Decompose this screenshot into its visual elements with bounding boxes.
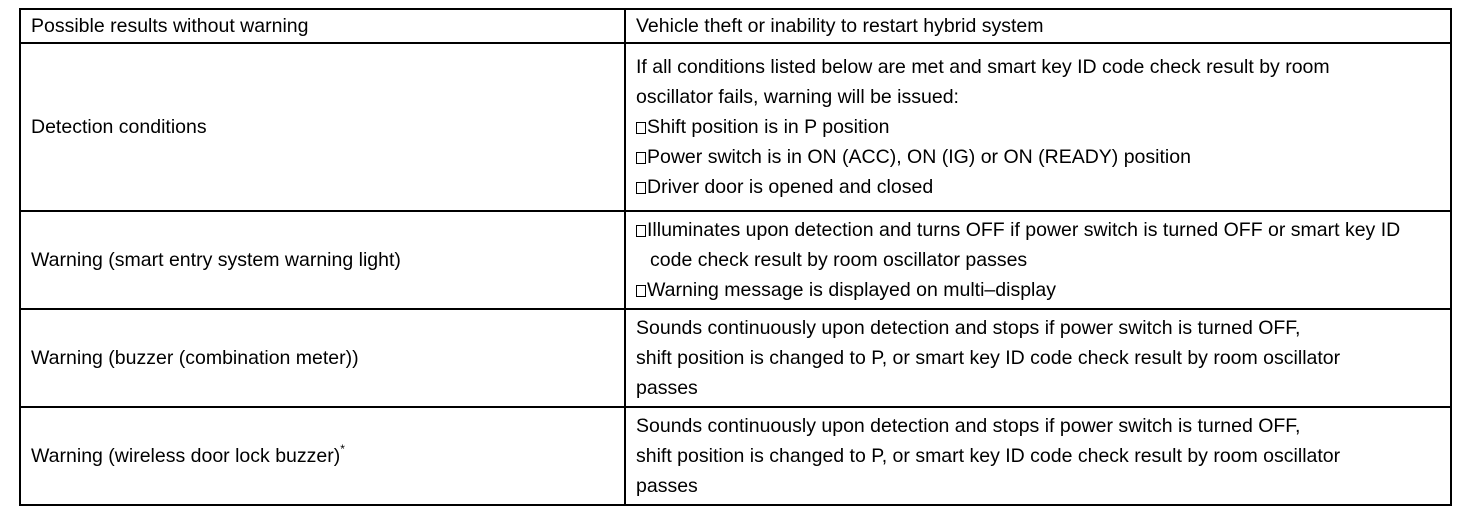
condition-item: [636, 112, 1440, 142]
warning-light-item: [636, 275, 1440, 305]
table-row: [20, 211, 1451, 309]
condition-item: [636, 172, 1440, 202]
warning-light-text: Illuminates upon detection and turns OFF if power switch is turned OFF or smart key ID code check result by room oscillator passes: [647, 219, 1401, 271]
checkbox-square-icon: [636, 152, 646, 164]
buzzer-text-line: shift position is changed to P, or smart key ID code check result by room oscillator: [636, 347, 1341, 369]
row-label: Warning (buzzer (combination meter)): [20, 309, 625, 407]
warning-table: [19, 8, 1452, 506]
condition-item: [636, 142, 1440, 172]
row-value: [625, 309, 1451, 407]
checkbox-square-icon: [636, 225, 646, 237]
row-label: [20, 407, 625, 505]
row-value: [625, 211, 1451, 309]
row-value: [625, 43, 1451, 211]
row-label-text: Warning (wireless door lock buzzer): [31, 445, 341, 467]
checkbox-square-icon: [636, 285, 646, 297]
buzzer-text-line: passes: [636, 475, 698, 497]
row-value: [625, 407, 1451, 505]
table-row: [20, 309, 1451, 407]
table-row: [20, 9, 1451, 43]
warning-light-text: Warning message is displayed on multi–display: [647, 279, 1056, 301]
buzzer-text-line: Sounds continuously upon detection and stops if power switch is turned OFF,: [636, 317, 1301, 339]
checkbox-square-icon: [636, 122, 646, 134]
table-row: [20, 43, 1451, 211]
footnote-mark: *: [340, 442, 345, 456]
row-label: Possible results without warning: [20, 9, 625, 43]
table-row: [20, 407, 1451, 505]
condition-text: Driver door is opened and closed: [647, 176, 934, 198]
detection-intro-line: oscillator fails, warning will be issued:: [636, 86, 959, 108]
row-label: Warning (smart entry system warning light): [20, 211, 625, 309]
row-value: Vehicle theft or inability to restart hybrid system: [625, 9, 1451, 43]
buzzer-text-line: shift position is changed to P, or smart key ID code check result by room oscillator: [636, 445, 1341, 467]
row-label: Detection conditions: [20, 43, 625, 211]
checkbox-square-icon: [636, 182, 646, 194]
buzzer-text-line: Sounds continuously upon detection and stops if power switch is turned OFF,: [636, 415, 1301, 437]
condition-text: Shift position is in P position: [647, 116, 890, 138]
buzzer-text-line: passes: [636, 377, 698, 399]
condition-text: Power switch is in ON (ACC), ON (IG) or ON (READY) position: [647, 146, 1191, 168]
detection-intro-line: If all conditions listed below are met and smart key ID code check result by room: [636, 56, 1330, 78]
warning-light-item: [636, 215, 1440, 275]
